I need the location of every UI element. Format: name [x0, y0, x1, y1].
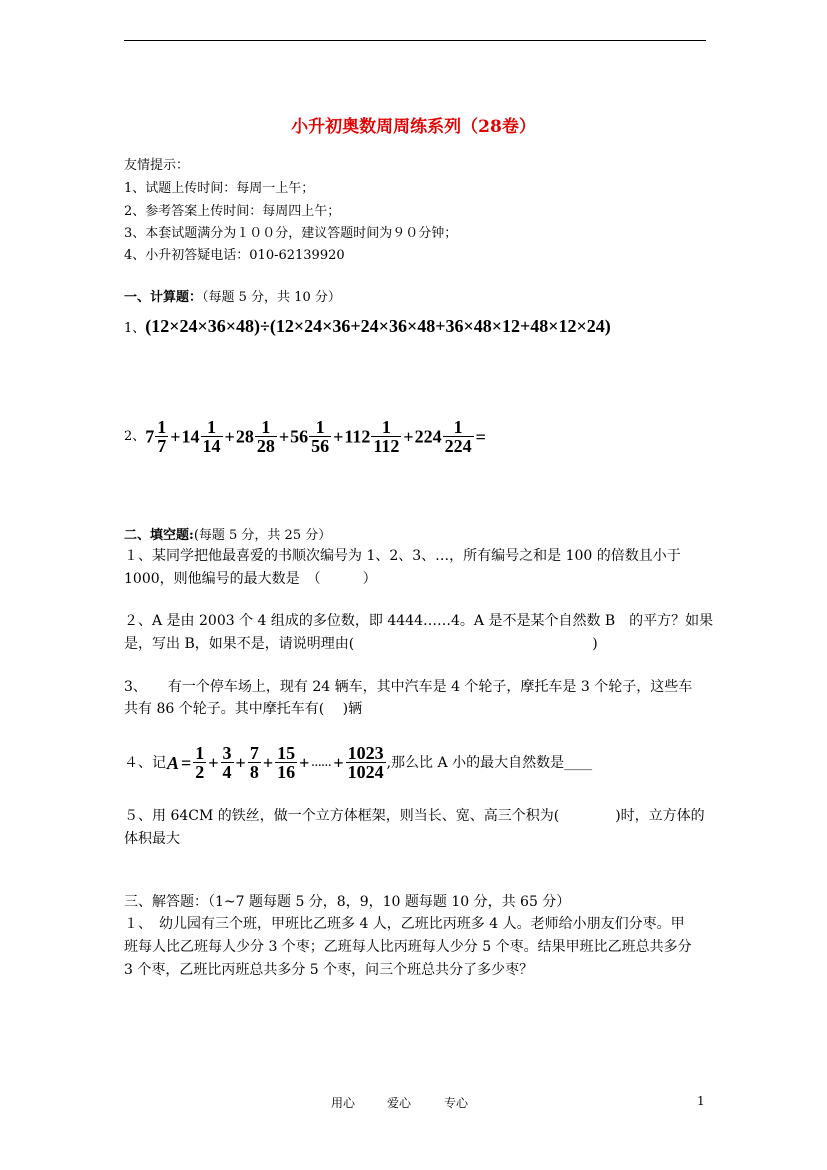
plus-sign: +	[403, 426, 414, 447]
equals-sign: =	[475, 426, 486, 447]
fill-q3-line: 3、 有一个停车场上，现有 24 辆车，其中汽车是 4 个轮子，摩托车是 3 个轮子，这些车	[124, 679, 693, 695]
fill-q2-line: 是，写出 B，如果不是，请说明理由( )	[124, 636, 598, 652]
fraction-denominator: 224	[444, 436, 472, 456]
fraction-numerator: 1	[195, 743, 205, 763]
plus-sign: +	[299, 752, 310, 773]
fraction-numerator: 1	[453, 417, 463, 437]
fraction	[346, 744, 386, 782]
whole-part: 14	[181, 426, 200, 447]
question-number: 2、	[124, 429, 146, 444]
section2-heading	[124, 526, 331, 546]
fraction-numerator: 1	[381, 417, 391, 437]
footer-left: 用心	[331, 1096, 356, 1110]
question-1-2	[124, 414, 487, 460]
fraction-denominator: 56	[311, 436, 330, 456]
whole-part: 112	[344, 426, 371, 447]
fraction-numerator: 1	[207, 417, 217, 437]
question-suffix: ,那么比 A 小的最大自然数是____	[386, 755, 593, 771]
section1-note: （每题 5 分，共 10 分）	[202, 290, 341, 305]
whole-part: 7	[145, 426, 155, 447]
fraction-denominator: 14	[202, 436, 221, 456]
fraction	[443, 418, 474, 456]
page-title: 小升初奥数周周练系列（28卷）	[291, 117, 536, 137]
plus-sign: +	[333, 426, 344, 447]
fraction-denominator: 1024	[347, 762, 384, 782]
plus-sign: +	[235, 752, 246, 773]
fraction	[371, 418, 401, 456]
fraction-denominator: 16	[277, 762, 296, 782]
fraction	[309, 418, 331, 456]
fraction-denominator: 4	[222, 762, 232, 782]
question-number: 1、	[124, 321, 146, 336]
fraction-denominator: 28	[256, 436, 275, 456]
fraction-numerator: 1	[315, 417, 325, 437]
fill-q5-line: ５、用 64CM 的铁丝，做一个立方体框架，则当长、宽、高三个积为( )时，立方体的	[124, 808, 705, 824]
solve-q1-line: 3 个枣，乙班比丙班总共多分 5 个枣，问三个班总共分了多少枣？	[124, 962, 534, 978]
fraction-denominator: 112	[373, 436, 400, 456]
section1-title: 一、计算题：	[124, 290, 203, 305]
variable-a: A	[167, 752, 180, 773]
section3-heading: 三、解答题：（1~7 题每题 5 分，8，9，10 题每题 10 分，共 65 分）	[124, 894, 571, 910]
footer-middle: 爱心	[387, 1096, 412, 1110]
fraction-numerator: 1	[157, 417, 167, 437]
page-number: 1	[697, 1094, 705, 1108]
fraction-denominator: 7	[157, 436, 167, 456]
fraction-denominator: 2	[195, 762, 205, 782]
fraction	[255, 418, 277, 456]
whole-part: 28	[235, 426, 254, 447]
plus-sign: +	[208, 752, 219, 773]
solve-q1-line: １、 幼儿园有三个班，甲班比乙班多 4 人，乙班比丙班多 4 人。老师给小朋友们分枣。甲	[124, 916, 685, 932]
section1-heading	[124, 288, 341, 308]
fraction-numerator: 15	[277, 743, 296, 763]
footer-right: 专心	[444, 1096, 469, 1110]
fraction-sum	[166, 744, 387, 782]
header-rule	[124, 40, 706, 41]
tips-item: 1、试题上传时间：每周一上午；	[124, 181, 315, 196]
fill-q1-line: １、某同学把他最喜爱的书顺次编号为 1、2、3、…，所有编号之和是 100 的倍数且小于	[124, 548, 681, 564]
ellipsis: ……	[311, 757, 332, 769]
question-prefix: ４、记	[124, 755, 166, 771]
fraction-denominator: 8	[249, 762, 259, 782]
fraction	[221, 744, 234, 782]
fraction-numerator: 1023	[347, 743, 384, 763]
plus-sign: +	[262, 752, 274, 773]
plus-sign: +	[333, 752, 344, 773]
tips-item: 4、小升初答疑电话：010-62139920	[124, 248, 345, 263]
fraction-numerator: 1	[261, 417, 271, 437]
fill-q1-line: 1000，则他编号的最大数是 （ ）	[124, 571, 377, 587]
fraction	[248, 744, 261, 782]
plus-sign: +	[224, 426, 235, 447]
whole-part: 224	[414, 426, 442, 447]
fraction	[201, 418, 223, 456]
section2-note: (每题 5 分，共 25 分）	[193, 528, 332, 543]
calc-expression: (12×24×36×48)÷(12×24×36+24×36×48+36×48×12+48×12×24)	[145, 316, 611, 336]
equals-sign: =	[181, 752, 192, 773]
fraction	[193, 744, 206, 782]
tips-heading: 友情提示：	[124, 158, 190, 173]
solve-q1-line: 班每人比乙班每人少分 3 个枣；乙班每人比丙班每人少分 5 个枣。结果甲班比乙班总共多分	[124, 939, 692, 955]
tips-item: 2、参考答案上传时间：每周四上午；	[124, 204, 341, 219]
plus-sign: +	[278, 426, 290, 447]
fill-q3-line: 共有 86 个轮子。其中摩托车有( )辆	[124, 701, 363, 717]
tips-item: 3、本套试题满分为１００分，建议答题时间为９０分钟；	[124, 226, 458, 241]
fill-q2-line: ２、A 是由 2003 个 4 组成的多位数，即 4444……4。A 是不是某个自然数 B 的平方？如果	[124, 613, 714, 629]
fill-q4	[124, 740, 592, 786]
plus-sign: +	[170, 426, 181, 447]
fraction	[155, 418, 168, 456]
fraction	[275, 744, 297, 782]
mixed-number-sum	[145, 418, 487, 456]
section2-title: 二、填空题:	[124, 528, 194, 543]
fill-q5-line: 体积最大	[124, 831, 180, 847]
fraction-numerator: 7	[249, 743, 259, 763]
question-1-1	[124, 316, 611, 339]
whole-part: 56	[290, 426, 309, 447]
fraction-numerator: 3	[222, 743, 232, 763]
